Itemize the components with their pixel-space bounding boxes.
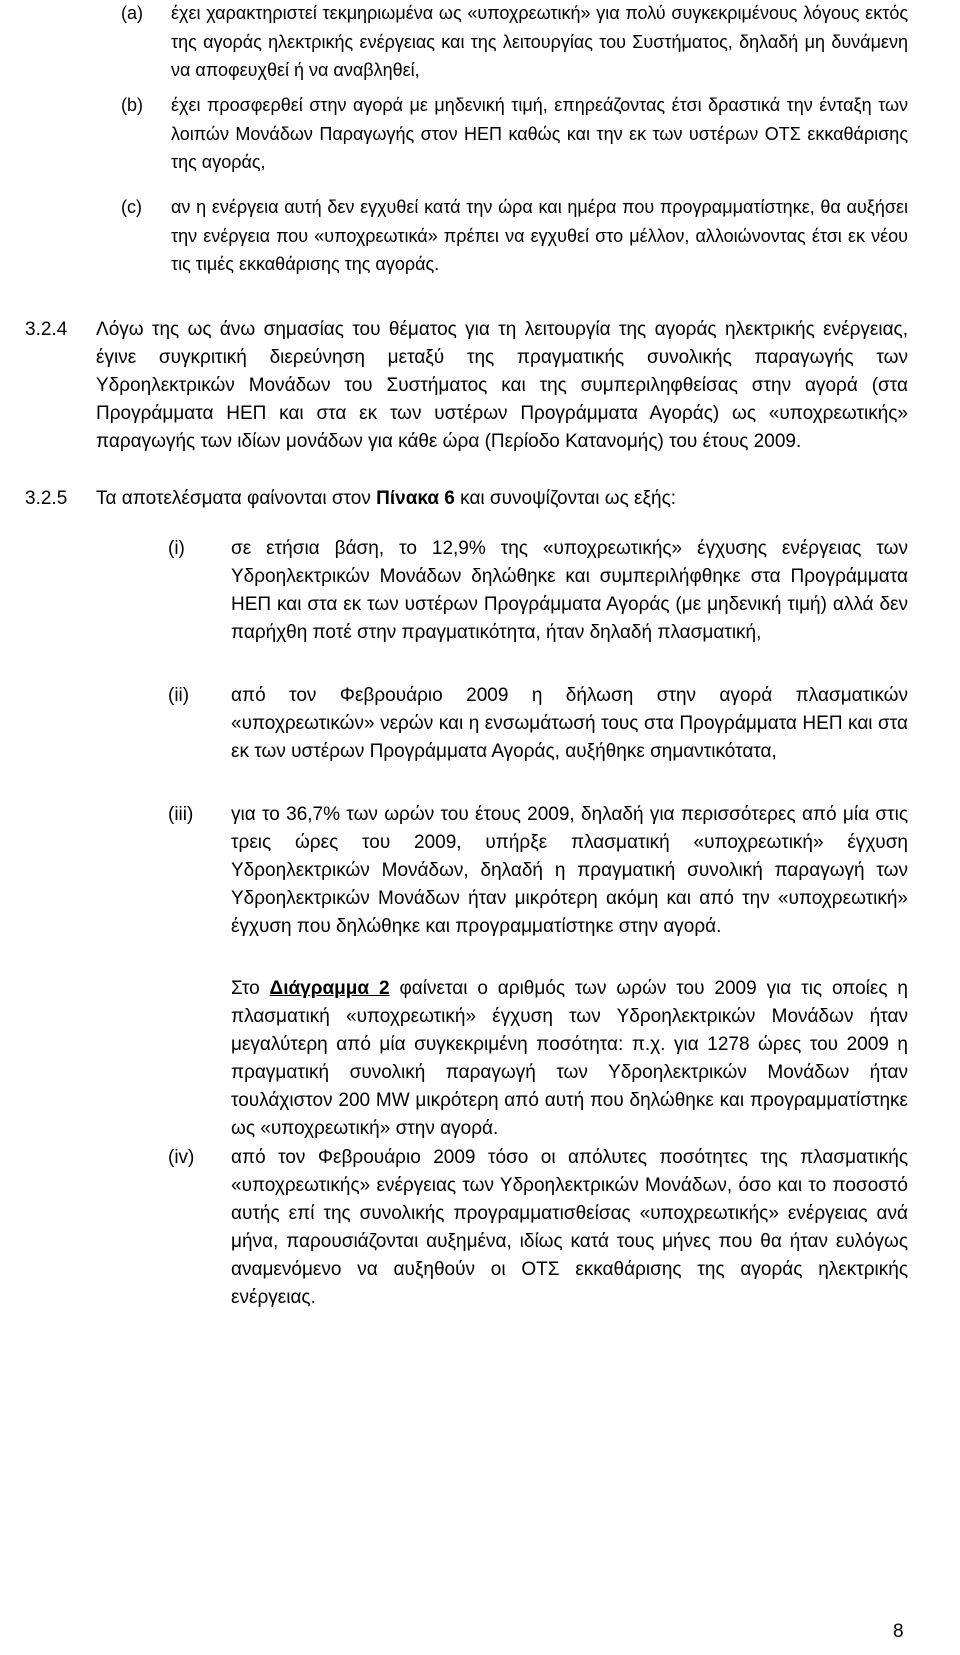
diagram-2-text-after: φαίνεται ο αριθμός των ωρών του 2009 για τις οποίες η πλασματική «υποχρεωτική» έγχυση των Υδροηλεκτρικών Μονάδων ήταν μεγαλύτερη από μία συγκεκριμένη ποσότητα: π.χ. για 1278 ώρες του 2009 η πραγματική συνολική παραγωγή των Υδροηλεκτρικών Μονάδων ήταν τουλάχιστον 200 MW μικρότερη από αυτή που δηλώθηκε και προγραμματίστηκε ως «υποχρεωτική» στην αγορά. <box>231 978 908 1139</box>
section-number-3-2-5: 3.2.5 <box>25 488 68 509</box>
list-item-i-text: σε ετήσια βάση, το 12,9% της «υποχρεωτικής» έγχυσης ενέργειας των Υδροηλεκτρικών Μονάδων δηλώθηκε και συμπεριλήφθηκε στα Προγράμματα ΗΕΠ και στα εκ των υστέρων Προγράμματα Αγοράς (με μηδενική τιμή) αλλά δεν παρήχθη ποτέ στην πραγματικότητα, ήταν δηλαδή πλασματική, <box>231 538 908 643</box>
section-3-2-5-text-before: Τα αποτελέσματα φαίνονται στον <box>96 488 377 509</box>
list-item-b-text: έχει προσφερθεί στην αγορά με μηδενική τιμή, επηρεάζοντας έτσι δραστικά την ένταξη των λοιπών Μονάδων Παραγωγής στον ΗΕΠ καθώς και την εκ των υστέρων ΟΤΣ εκκαθάρισης της αγοράς, <box>171 95 908 172</box>
list-item-ii-text: από τον Φεβρουάριο 2009 η δήλωση στην αγορά πλασματικών «υποχρεωτικών» νερών και η ενσωμάτωσή τους στα Προγράμματα ΗΕΠ και στα εκ των υστέρων Προγράμματα Αγοράς, αυξήθηκε σημαντικότατα, <box>231 685 908 762</box>
section-3-2-4-text: Λόγω της ως άνω σημασίας του θέματος για τη λειτουργία της αγοράς ηλεκτρικής ενέργειας, έγινε συγκριτική διερεύνηση μεταξύ της πραγματικής συνολικής παραγωγής των Υδροηλεκτρικών Μονάδων του Συστήματος και της συμπεριληφθείσας στην αγορά (στα Προγράμματα ΗΕΠ και στα εκ των υστέρων Προγράμματα Αγοράς) ως «υποχρεωτικής» παραγωγής των ιδίων μονάδων για κάθε ώρα (Περίοδο Κατανομής) του έτους 2009. <box>96 319 908 452</box>
section-3-2-5-text-after: και συνοψίζονται ως εξής: <box>454 488 677 509</box>
list-marker-iii: (iii) <box>168 804 194 825</box>
diagram-2-reference: Διάγραμμα 2 <box>269 978 390 999</box>
list-marker-c: (c) <box>121 197 142 217</box>
list-item-iii-text: για το 36,7% των ωρών του έτους 2009, δηλαδή για περισσότερες από μία στις τρεις ώρες του 2009, υπήρξε πλασματική «υποχρεωτική» έγχυση Υδροηλεκτρικών Μονάδων, δηλαδή η πραγματική συνολική παραγωγή των Υδροηλεκτρικών Μονάδων ήταν μικρότερη ακόμη και από την «υποχρεωτική» έγχυση που δηλώθηκε και προγραμματίστηκε στην αγορά. <box>231 804 908 937</box>
list-item-iv-text: από τον Φεβρουάριο 2009 τόσο οι απόλυτες ποσότητες της πλασματικής «υποχρεωτικής» ενέργειας των Υδροηλεκτρικών Μονάδων, όσο και το ποσοστό αυτής επί της συνολικής προγραμματισθείσας «υποχρεωτικής» ενέργειας ανά μήνα, παρουσιάζονται αυξημένα, ιδίως κατά τους μήνες που θα ήταν ευλόγως αναμενόμενο να αυξηθούν οι ΟΤΣ εκκαθάρισης της αγοράς ηλεκτρικής ενέργειας. <box>231 1147 908 1308</box>
list-item-c-text: αν η ενέργεια αυτή δεν εγχυθεί κατά την ώρα και ημέρα που προγραμματίστηκε, θα αυξήσει την ενέργεια που «υποχρεωτικά» πρέπει να εγχυθεί στο μέλλον, αλλοιώνοντας έτσι εκ νέου τις τιμές εκκαθάρισης της αγοράς. <box>171 197 908 274</box>
list-item-a-text: έχει χαρακτηριστεί τεκμηριωμένα ως «υποχρεωτική» για πολύ συγκεκριμένους λόγους εκτός της αγοράς ηλεκτρικής ενέργειας και της λειτουργίας του Συστήματος, δηλαδή μη δυνάμενη να αποφευχθεί ή να αναβληθεί, <box>171 3 908 80</box>
table-6-reference: Πίνακα 6 <box>376 488 455 509</box>
diagram-2-paragraph <box>231 975 908 1143</box>
list-marker-b: (b) <box>121 95 143 115</box>
diagram-2-text-before: Στο <box>231 978 270 999</box>
section-3-2-5-text <box>96 485 908 513</box>
list-marker-i: (i) <box>168 538 185 559</box>
list-marker-iv: (iv) <box>168 1147 195 1168</box>
list-marker-ii: (ii) <box>168 685 190 706</box>
list-marker-a: (a) <box>121 3 143 23</box>
page-number: 8 <box>893 1621 904 1642</box>
section-number-3-2-4: 3.2.4 <box>25 319 68 340</box>
